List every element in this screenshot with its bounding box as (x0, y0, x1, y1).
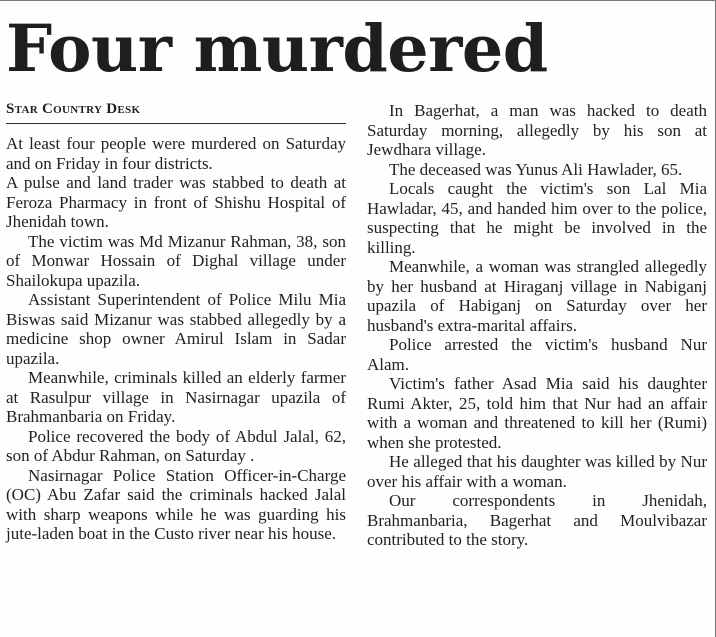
paragraph: He alleged that his daughter was killed by Nur over his affair with a woman. (367, 452, 707, 491)
paragraph: In Bagerhat, a man was hacked to death Saturday morning, allegedly by his son at Jewdhara village. (367, 101, 707, 159)
paragraph: Our correspondents in Jhenidah, Brahmanbaria, Bagerhat and Moulvibazar contributed to the story. (367, 491, 707, 549)
paragraph: Nasirnagar Police Station Officer-in-Charge (OC) Abu Zafar said the criminals hacked Jalal with sharp weapons while he was guarding his jute-laden boat in the Custo river near his house. (6, 465, 346, 543)
paragraph: Locals caught the victim's son Lal Mia Hawladar, 45, and handed him over to the police, suspecting that he might be involved in the killing. (367, 179, 707, 257)
paragraph: Assistant Superintendent of Police Milu Mia Biswas said Mizanur was stabbed allegedly by a medicine shop owner Amirul Islam in Sadar upazila. (6, 290, 346, 368)
byline: Star Country Desk (6, 99, 346, 124)
article-column-right (367, 101, 707, 550)
paragraph: Police arrested the victim's husband Nur Alam. (367, 335, 707, 374)
headline: Four murdered (6, 11, 548, 87)
paragraph: The victim was Md Mizanur Rahman, 38, son of Monwar Hossain of Dighal village under Shailokupa upazila. (6, 231, 346, 290)
paragraph: A pulse and land trader was stabbed to death at Feroza Pharmacy in front of Shishu Hospital of Jhenidah town. (6, 173, 346, 231)
paragraph: Meanwhile, a woman was strangled allegedly by her husband at Hiraganj village in Nabiganj upazila of Habiganj on Saturday over her husband's extra-marital affairs. (367, 257, 707, 335)
paragraph: The deceased was Yunus Ali Hawlader, 65. (389, 159, 683, 179)
article-column-left (6, 99, 346, 544)
paragraph: Police recovered the body of Abdul Jalal, 62, son of Abdur Rahman, on Saturday . (6, 426, 346, 465)
paragraph: Victim's father Asad Mia said his daughter Rumi Akter, 25, told him that Nur had an affair with a woman and threatened to kill her (Rumi) when she protested. (367, 374, 707, 452)
paragraph: Meanwhile, criminals killed an elderly farmer at Rasulpur village in Nasirnagar upazila of Brahmanbaria on Friday. (6, 368, 346, 426)
paragraph: At least four people were murdered on Saturday and on Friday in four districts. (6, 134, 346, 173)
